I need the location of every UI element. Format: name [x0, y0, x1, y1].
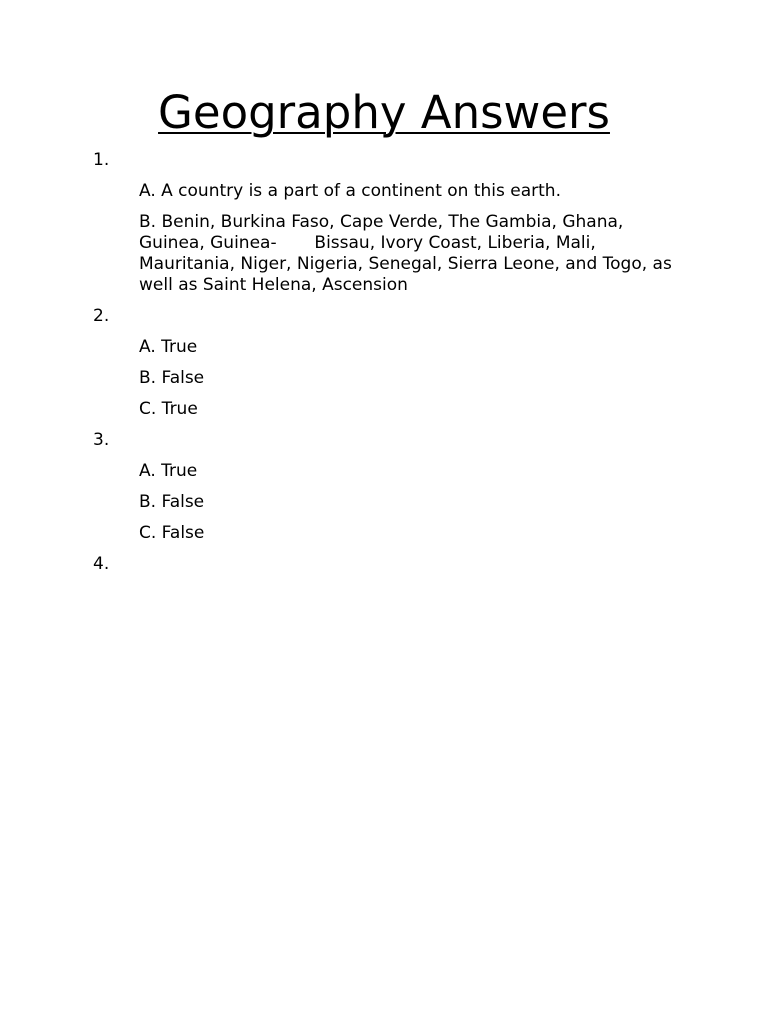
answer-item: B. False — [139, 368, 205, 388]
answer-item: C. False — [139, 523, 205, 543]
answer-item: A. A country is a part of a continent on this earth. — [139, 181, 561, 201]
answer-item: C. True — [139, 399, 198, 419]
answer-group — [93, 181, 673, 296]
page-title: Geography Answers — [158, 86, 610, 139]
answer-list — [93, 150, 673, 585]
question-number: 2. — [93, 306, 110, 326]
answer-item: A. True — [139, 337, 198, 357]
question-number: 4. — [93, 554, 110, 574]
answer-group — [93, 337, 673, 420]
answer-item: A. True — [139, 461, 198, 481]
answer-item: B. False — [139, 492, 205, 512]
question-number: 3. — [93, 430, 110, 450]
answer-group — [93, 461, 673, 544]
answer-item: B. Benin, Burkina Faso, Cape Verde, The Gambia, Ghana, Guinea, Guinea- Bissau, Ivory Coast, Liberia, Mali, Mauritania, Niger, Nigeria, Senegal, Sierra Leone, and Togo, as well as Saint Helena, Ascension — [139, 212, 672, 295]
question-number: 1. — [93, 150, 110, 170]
